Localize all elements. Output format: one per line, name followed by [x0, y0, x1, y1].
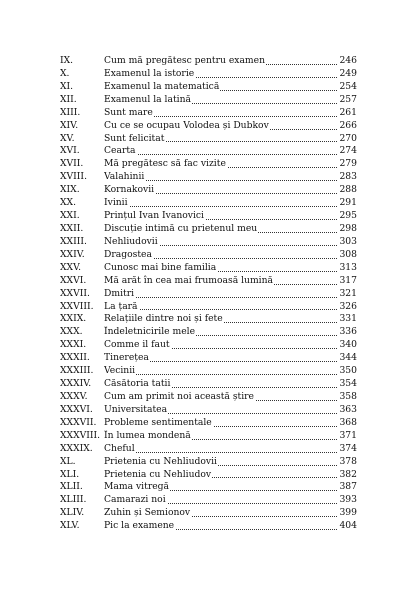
chapter-number: XLI. [60, 468, 80, 480]
chapter-number: X. [60, 67, 70, 79]
page-number: 387 [337, 481, 357, 494]
page-number: 261 [337, 107, 357, 120]
chapter-title: Zuhin și Semionov [104, 507, 191, 519]
toc-entry [60, 223, 357, 236]
dot-leader [104, 297, 337, 298]
chapter-title: Mă pregătesc să fac vizite [104, 158, 226, 170]
toc-entry [60, 404, 357, 417]
page-number: 308 [337, 249, 357, 262]
chapter-number: XLV. [60, 520, 80, 532]
chapter-number: XXXI. [60, 339, 87, 351]
chapter-number: XLIII. [60, 494, 87, 506]
chapter-title: Vecinii [104, 365, 136, 377]
chapter-title: Universitatea [104, 403, 168, 415]
chapter-title: Kornakovii [104, 184, 155, 196]
chapter-number: IX. [60, 55, 74, 66]
toc-entry [60, 107, 357, 120]
chapter-number: XV. [60, 132, 75, 144]
chapter-title: Examenul la matematică [104, 80, 220, 92]
page-number: 393 [337, 494, 357, 507]
chapter-title: Probleme sentimentale [104, 416, 212, 428]
chapter-number: XIV. [60, 119, 79, 131]
chapter-number: XXVI. [60, 274, 87, 286]
chapter-title: În lumea mondenă [104, 429, 191, 441]
chapter-number: XXV. [60, 261, 82, 273]
page-number: 270 [337, 133, 357, 146]
chapter-number: XXI. [60, 210, 80, 222]
toc-entry [60, 55, 357, 68]
page-number: 303 [337, 236, 357, 249]
toc-entry [60, 81, 357, 94]
toc-entry [60, 236, 357, 249]
chapter-title: Cu ce se ocupau Volodea și Dubkov [104, 119, 269, 131]
page-number: 317 [337, 275, 357, 288]
chapter-number: XI. [60, 80, 74, 92]
chapter-title: Mă arăt în cea mai frumoasă lumină [104, 274, 274, 286]
chapter-title: Tinerețea [104, 352, 149, 364]
toc-entry [60, 68, 357, 81]
toc-entry [60, 352, 357, 365]
toc-entry [60, 171, 357, 184]
toc-entry [60, 507, 357, 520]
toc-entry [60, 443, 357, 456]
chapter-number: XXX. [60, 326, 83, 338]
page-number: 344 [337, 352, 357, 365]
chapter-number: XXXVI. [60, 403, 93, 415]
chapter-title: Examenul la istorie [104, 67, 195, 79]
page-number: 257 [337, 94, 357, 107]
toc-entry [60, 481, 357, 494]
chapter-title: Prințul Ivan Ivanovici [104, 210, 204, 222]
toc-entry [60, 249, 357, 262]
chapter-title: Dmitri [104, 287, 135, 299]
chapter-number: XX. [60, 197, 77, 209]
toc-entry [60, 301, 357, 314]
chapter-title: La țară [104, 300, 138, 312]
page-number: 279 [337, 158, 357, 171]
toc-entry [60, 456, 357, 469]
toc-entry [60, 262, 357, 275]
toc-entry [60, 275, 357, 288]
page-number: 298 [337, 223, 357, 236]
chapter-number: XXXVIII. [60, 429, 101, 441]
chapter-title: Cheful [104, 442, 135, 454]
toc-entry [60, 133, 357, 146]
chapter-number: XXIX. [60, 313, 87, 325]
chapter-number: XXXVII. [60, 416, 97, 428]
toc-entry [60, 339, 357, 352]
chapter-number: XVIII. [60, 171, 87, 183]
page-number: 254 [337, 81, 357, 94]
chapter-title: Ivinii [104, 197, 128, 209]
page-number: 358 [337, 391, 357, 404]
toc-entry [60, 391, 357, 404]
page-number: 371 [337, 430, 357, 443]
chapter-number: XXII. [60, 222, 84, 234]
toc-entry [60, 313, 357, 326]
page-number: 354 [337, 378, 357, 391]
toc-list [60, 55, 357, 533]
page-number: 326 [337, 301, 357, 314]
page-number: 283 [337, 171, 357, 184]
chapter-title: Prietenia cu Nehliudovii [104, 455, 217, 467]
page-number: 340 [337, 339, 357, 352]
page-number: 336 [337, 326, 357, 339]
dot-leader [104, 309, 337, 310]
page-number: 404 [337, 520, 357, 533]
chapter-number: XII. [60, 93, 77, 105]
chapter-title: Căsătoria tatii [104, 378, 171, 390]
toc-entry [60, 184, 357, 197]
chapter-title: Comme il faut [104, 339, 170, 351]
chapter-number: XIII. [60, 106, 81, 118]
chapter-title: Discuție intimă cu prietenul meu [104, 222, 258, 234]
page-number: 249 [337, 68, 357, 81]
chapter-title: Prietenia cu Nehliudov [104, 468, 212, 480]
chapter-title: Examenul la latină [104, 93, 191, 105]
chapter-number: XXIII. [60, 235, 87, 247]
chapter-title: Dragostea [104, 248, 152, 260]
page-number: 374 [337, 443, 357, 456]
toc-entry [60, 326, 357, 339]
chapter-number: XXXIV. [60, 378, 92, 390]
toc-entry [60, 417, 357, 430]
chapter-title: Îndeletnicirile mele [104, 326, 196, 338]
chapter-title: Cearta [104, 145, 136, 157]
dot-leader [104, 206, 337, 207]
toc-entry [60, 365, 357, 378]
chapter-title: Valahinii [104, 171, 145, 183]
toc-entry [60, 158, 357, 171]
chapter-title: Pic la examene [104, 520, 175, 532]
chapter-number: XVI. [60, 145, 80, 157]
toc-entry [60, 210, 357, 223]
page-number: 382 [337, 469, 357, 482]
toc-entry [60, 520, 357, 533]
chapter-title: Sunt felicitat [104, 132, 165, 144]
toc-entry [60, 288, 357, 301]
chapter-title: Camarazi noi [104, 494, 166, 506]
page-number: 274 [337, 145, 357, 158]
page-number: 368 [337, 417, 357, 430]
page-number: 350 [337, 365, 357, 378]
dot-leader [104, 374, 337, 375]
page-number: 288 [337, 184, 357, 197]
dot-leader [104, 154, 337, 155]
chapter-number: XL. [60, 455, 76, 467]
page-number: 295 [337, 210, 357, 223]
chapter-number: XXXV. [60, 390, 88, 402]
chapter-number: XVII. [60, 158, 84, 170]
chapter-number: XXXIII. [60, 365, 94, 377]
chapter-number: XXVII. [60, 287, 90, 299]
chapter-number: XLIV. [60, 507, 85, 519]
chapter-number: XXVIII. [60, 300, 94, 312]
toc-entry [60, 494, 357, 507]
toc-entry [60, 430, 357, 443]
page-number: 363 [337, 404, 357, 417]
page-number: 378 [337, 456, 357, 469]
page-number: 399 [337, 507, 357, 520]
chapter-number: XXIV. [60, 248, 85, 260]
page-number: 291 [337, 197, 357, 210]
page-number: 331 [337, 313, 357, 326]
page-number: 266 [337, 120, 357, 133]
chapter-title: Mama vitregă [104, 481, 170, 493]
chapter-title: Relațiile dintre noi și fete [104, 313, 223, 325]
dot-leader [104, 452, 337, 453]
chapter-number: XXXIX. [60, 442, 93, 454]
chapter-title: Sunt mare [104, 106, 153, 118]
chapter-number: XXXII. [60, 352, 90, 364]
toc-entry [60, 145, 357, 158]
toc-entry [60, 120, 357, 133]
toc-entry [60, 378, 357, 391]
chapter-title: Cum am primit noi această știre [104, 390, 254, 402]
toc-entry [60, 197, 357, 210]
toc-entry [60, 469, 357, 482]
toc-entry [60, 94, 357, 107]
chapter-number: XIX. [60, 184, 80, 196]
page-number: 246 [337, 55, 357, 68]
chapter-title: Cunosc mai bine familia [104, 261, 217, 273]
page-number: 313 [337, 262, 357, 275]
chapter-number: XLII. [60, 481, 83, 493]
chapter-title: Nehliudovii [104, 235, 158, 247]
page-number: 321 [337, 288, 357, 301]
chapter-title: Cum mă pregătesc pentru examen [104, 55, 265, 66]
